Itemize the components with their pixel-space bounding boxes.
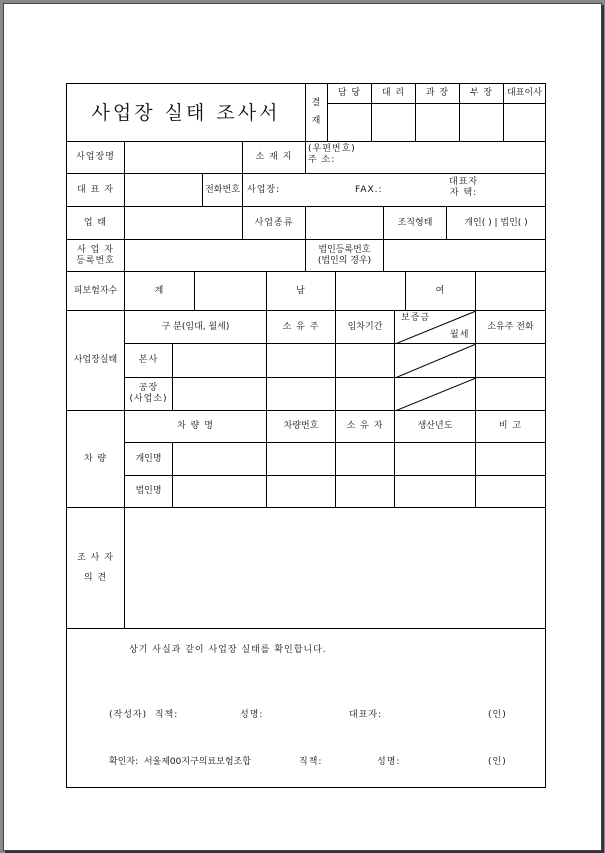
corp-reg-no-field[interactable] bbox=[384, 240, 545, 272]
personal-vehicle-owner-field[interactable] bbox=[336, 443, 395, 476]
rep-home-phone-label: 대표자 자 택: bbox=[449, 177, 479, 198]
business-reg-no-label: 사 업 자 등록번호 bbox=[67, 240, 125, 272]
business-reg-no-field[interactable] bbox=[125, 240, 306, 272]
form-title: 사업장 실태 조사서 bbox=[67, 84, 306, 142]
representative-label: 대 표 자 bbox=[67, 174, 125, 207]
corp-vehicle-no-field[interactable] bbox=[267, 476, 336, 508]
insured-male-label: 남 bbox=[267, 272, 336, 311]
deposit-rent-header bbox=[395, 311, 476, 344]
hq-deposit-rent-field[interactable] bbox=[395, 344, 476, 378]
insured-count-label: 피보험자수 bbox=[67, 272, 125, 311]
survey-form bbox=[66, 83, 546, 788]
business-type-label: 업 태 bbox=[67, 207, 125, 240]
approval-sign-staff[interactable] bbox=[328, 104, 372, 142]
personal-vehicle-note-field[interactable] bbox=[476, 443, 545, 476]
insured-male-field[interactable] bbox=[336, 272, 406, 311]
insured-female-field[interactable] bbox=[476, 272, 545, 311]
org-type-label: 조직형태 bbox=[384, 207, 447, 240]
diagonal-line bbox=[395, 344, 476, 378]
fax-label: FAX.: bbox=[355, 185, 383, 195]
business-name-label: 사업장명 bbox=[67, 142, 125, 174]
location-label: 소 재 지 bbox=[243, 142, 306, 174]
vehicle-row-corp-label: 법인명 bbox=[125, 476, 173, 508]
approval-role-assistant-manager: 대 리 bbox=[372, 84, 416, 104]
lease-period-header: 임차기간 bbox=[336, 311, 395, 344]
approval-sign-assistant-manager[interactable] bbox=[372, 104, 416, 142]
representative-field[interactable] bbox=[125, 174, 203, 207]
confirmation-statement: 상기 사실과 같이 사업장 실태를 확인합니다. bbox=[129, 645, 327, 655]
insured-female-label: 여 bbox=[406, 272, 476, 311]
phone-fields[interactable] bbox=[243, 174, 545, 207]
production-year-header: 생산년도 bbox=[395, 411, 476, 443]
org-type-options[interactable]: 개인( ) | 법인( ) bbox=[447, 207, 545, 240]
corp-vehicle-year-field[interactable] bbox=[395, 476, 476, 508]
investigator-opinion-field[interactable] bbox=[125, 508, 545, 629]
checker-position-label: 직책: bbox=[299, 757, 323, 767]
monthly-rent-label: 월세 bbox=[450, 330, 470, 340]
hq-type-field[interactable] bbox=[173, 344, 267, 378]
document-page bbox=[3, 3, 602, 851]
checker-seal: (인) bbox=[488, 757, 507, 767]
owner-phone-header: 소유주 전화 bbox=[476, 311, 545, 344]
business-category-label: 사업종류 bbox=[243, 207, 306, 240]
insured-total-label: 계 bbox=[125, 272, 195, 311]
confirmation-section bbox=[67, 629, 545, 787]
factory-owner-phone-field[interactable] bbox=[476, 378, 545, 411]
approval-label: 결 재 bbox=[306, 84, 328, 142]
corp-vehicle-note-field[interactable] bbox=[476, 476, 545, 508]
writer-seal: (인) bbox=[488, 710, 507, 720]
writer-position-label: (작성자) 직책: bbox=[109, 710, 179, 720]
site-row-hq-label: 본사 bbox=[125, 344, 173, 378]
site-status-label: 사업장실태 bbox=[67, 311, 125, 411]
writer-name-label: 성명: bbox=[240, 710, 264, 720]
site-owner-header: 소 유 주 bbox=[267, 311, 336, 344]
factory-period-field[interactable] bbox=[336, 378, 395, 411]
investigator-opinion-label: 조 사 자 의 견 bbox=[67, 508, 125, 629]
factory-deposit-rent-field[interactable] bbox=[395, 378, 476, 411]
corp-vehicle-name-field[interactable] bbox=[173, 476, 267, 508]
approval-role-department-head: 부 장 bbox=[460, 84, 504, 104]
factory-type-field[interactable] bbox=[173, 378, 267, 411]
personal-vehicle-name-field[interactable] bbox=[173, 443, 267, 476]
insured-total-field[interactable] bbox=[195, 272, 267, 311]
personal-vehicle-no-field[interactable] bbox=[267, 443, 336, 476]
vehicle-name-header: 차 량 명 bbox=[125, 411, 267, 443]
hq-owner-field[interactable] bbox=[267, 344, 336, 378]
approval-role-ceo: 대표이사 bbox=[504, 84, 545, 104]
phone-label: 전화번호 bbox=[203, 174, 243, 207]
approval-sign-department-head[interactable] bbox=[460, 104, 504, 142]
vehicle-row-personal-label: 개인명 bbox=[125, 443, 173, 476]
approval-role-section-chief: 과 장 bbox=[416, 84, 460, 104]
vehicle-label: 차 량 bbox=[67, 411, 125, 508]
factory-owner-field[interactable] bbox=[267, 378, 336, 411]
vehicle-note-header: 비 고 bbox=[476, 411, 545, 443]
diagonal-line bbox=[395, 378, 476, 411]
corp-reg-no-label: 법인등록번호 (법인의 경우) bbox=[306, 240, 384, 272]
approval-role-staff: 담 당 bbox=[328, 84, 372, 104]
vehicle-owner-header: 소 유 자 bbox=[336, 411, 395, 443]
hq-owner-phone-field[interactable] bbox=[476, 344, 545, 378]
deposit-label: 보증금 bbox=[401, 313, 431, 323]
business-category-field[interactable] bbox=[306, 207, 384, 240]
approval-sign-ceo[interactable] bbox=[504, 104, 545, 142]
site-row-factory-label: 공장 (사업소) bbox=[125, 378, 173, 411]
checker-name-label: 성명: bbox=[377, 757, 401, 767]
checker-label: 확인자: 서울제00지구의료보험조합 bbox=[109, 757, 251, 767]
vehicle-no-header: 차량번호 bbox=[267, 411, 336, 443]
hq-period-field[interactable] bbox=[336, 344, 395, 378]
writer-rep-label: 대표자: bbox=[349, 710, 383, 720]
business-name-field[interactable] bbox=[125, 142, 243, 174]
business-type-field[interactable] bbox=[125, 207, 243, 240]
phone-business-label: 사업장: bbox=[247, 185, 281, 195]
site-type-header: 구 분(임대, 월세) bbox=[125, 311, 267, 344]
approval-sign-section-chief[interactable] bbox=[416, 104, 460, 142]
address-field[interactable]: (우편번호) 주 소: bbox=[306, 142, 545, 174]
corp-vehicle-owner-field[interactable] bbox=[336, 476, 395, 508]
personal-vehicle-year-field[interactable] bbox=[395, 443, 476, 476]
